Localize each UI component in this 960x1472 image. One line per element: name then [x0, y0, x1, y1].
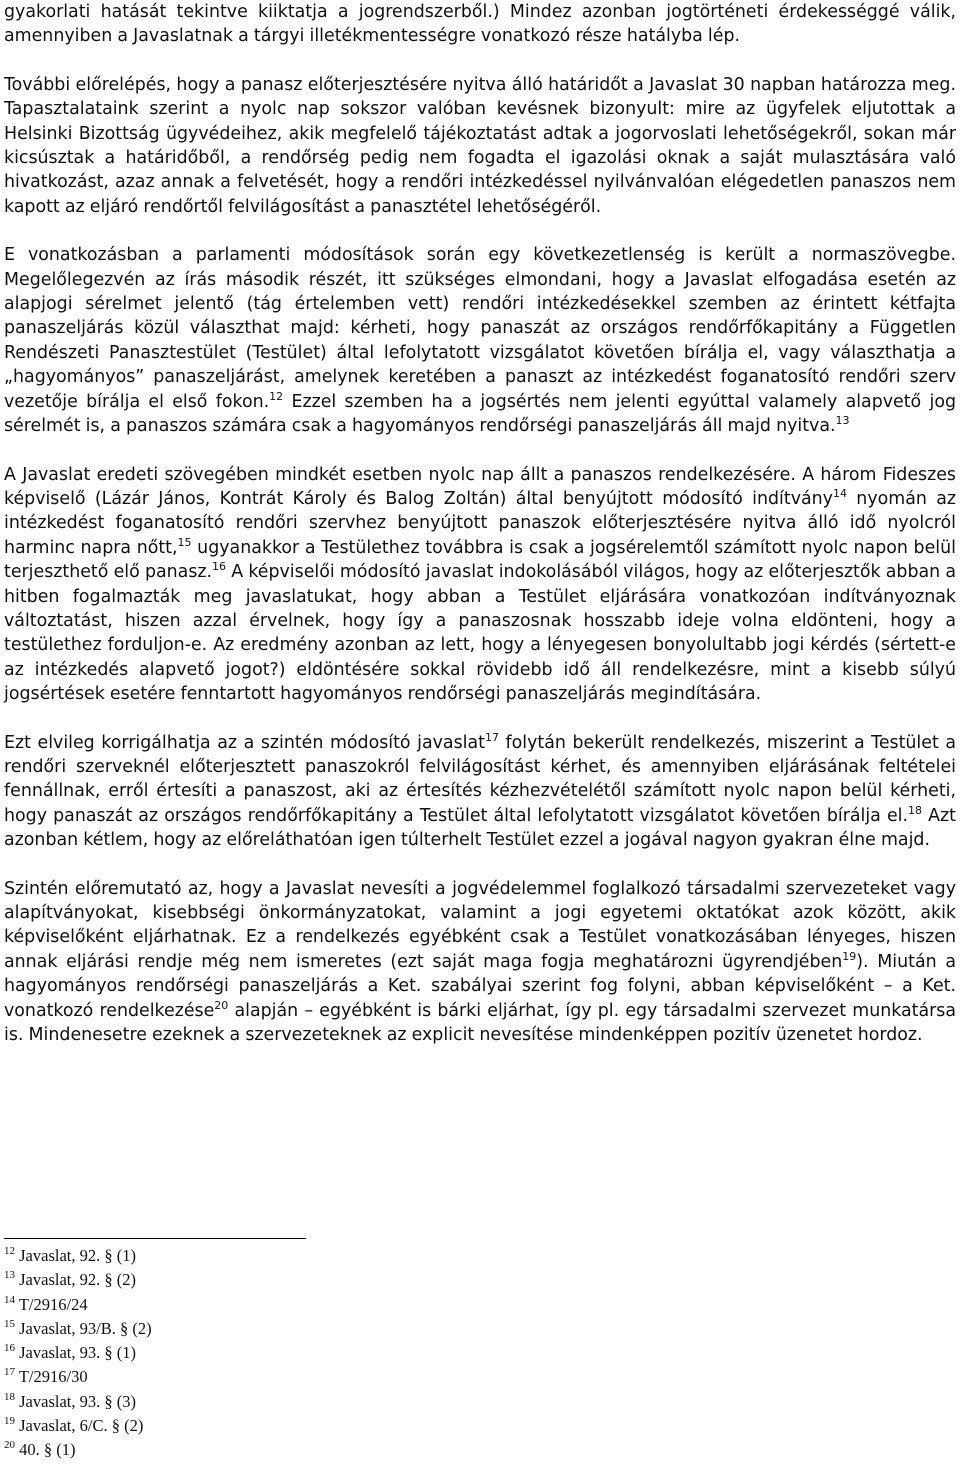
- body-text: [4, 0, 956, 1047]
- footnote-reference[interactable]: 13: [835, 414, 850, 428]
- footnote-separator: [4, 1238, 306, 1239]
- footnote-text: Javaslat, 6/C. § (2): [15, 1416, 144, 1436]
- footnote-number: 13: [4, 1269, 15, 1282]
- footnote-text: 40. § (1): [15, 1440, 76, 1460]
- paragraph-gap: [4, 853, 956, 877]
- footnote-reference[interactable]: 12: [269, 389, 284, 403]
- paragraph: [4, 877, 956, 1048]
- footnote-text: Javaslat, 93. § (1): [15, 1343, 136, 1363]
- paragraph-text: A képviselői módosító javaslat indokolásából világos, hogy az előterjesztők abban a hitben fogalmazták meg javaslatukat, hogy abban a Testület eljárására vonatkozóan indítványoznak változtatást, hiszen azzal érvelnek, hogy így a panaszosnak hosszabb ideje volna eldönteni, hogy a testülethez forduljon-e. Az eredmény azonban az lett, hogy a lényegesen bonyolultabb jogi kérdés (sértett-e az intézkedés alapvető jogot?) eldöntésére sokkal rövidebb idő áll rendelkezésre, mint a kisebb súlyú jogsértések esetére fenntartott hagyományos rendőrségi panaszeljárás megindítására.: [4, 562, 957, 705]
- footnote-reference[interactable]: 17: [484, 730, 499, 744]
- footnote-number: 15: [4, 1317, 15, 1330]
- paragraph-text: Azt azonban kétlem, hogy az előreláthatóan igen túlterhelt Testület ezzel a jogával nagyon gyakran élne majd.: [4, 805, 956, 851]
- footnote-text: Javaslat, 92. § (2): [15, 1270, 136, 1290]
- paragraph-text: Ezt elvileg korrigálhatja az a szintén módosító javaslat: [4, 732, 485, 753]
- paragraph: [4, 731, 956, 853]
- footnote-item: [4, 1268, 152, 1292]
- footnote-item: [4, 1365, 152, 1389]
- footnote-reference[interactable]: 14: [832, 486, 847, 500]
- footnote-text: T/2916/24: [15, 1294, 88, 1314]
- paragraph: [4, 463, 956, 707]
- paragraph-text: Szintén előremutató az, hogy a Javaslat nevesíti a jogvédelemmel foglalkozó társadalmi szervezeteket vagy alapítványokat, kisebbségi önkormányzatokat, valamint a jogi egyetemi oktatókat azok között, akik képviselőként eljárhatnak. Ez a rendelkezés egyébként csak a Testület vonatkozásában lényeges, hiszen annak eljárási rendje még nem ismeretes (ezt saját maga fogja meghatározni ügyrendjében: [4, 878, 956, 972]
- footnote-item: [4, 1390, 152, 1414]
- footnote-number: 16: [4, 1342, 15, 1355]
- footnote-text: Javaslat, 92. § (1): [15, 1246, 136, 1265]
- footnote-number: 14: [4, 1293, 15, 1306]
- footnote-item: [4, 1438, 152, 1462]
- paragraph-text: gyakorlati hatását tekintve kiiktatja a jogrendszerből.) Mindez azonban jogtörténeti érdekességgé válik, amennyiben a Javaslatnak a tárgyi illetékmentességre vonatkozó része hatályba lép.: [4, 2, 956, 47]
- footnote-item: [4, 1244, 152, 1268]
- paragraph-text: ). Miután a hagyományos rendőrségi panaszeljárás a Ket. szabályai szerint fog folyni, abban képviselőként – a Ket. vonatkozó rendelkezése: [4, 951, 956, 1021]
- footnote-item: [4, 1341, 152, 1365]
- footnote-number: 19: [4, 1415, 15, 1428]
- paragraph-text: nyomán az intézkedést foganatosító rendőri szervhez benyújtott panaszok előterjesztésére nyitva álló idő nyolcról harminc napra nőtt,: [4, 488, 956, 558]
- footnote-list: [4, 1244, 152, 1463]
- paragraph-text: folytán bekerült rendelkezés, miszerint a Testület a rendőri szerveknél előterjesztett panaszokról felvilágosítást kérhet, és amennyiben eljárásának feltételei fennállnak, erről értesíti a panaszost, aki az értesítés kézhezvételétől számított nyolc napon belül kérheti, hogy panaszát az országos rendőrfőkapitány a Testület által lefolytatott vizsgálatot követően bírálja el.: [4, 732, 956, 826]
- paragraph-gap: [4, 219, 956, 243]
- footnote-number: 12: [4, 1245, 15, 1257]
- paragraph-gap: [4, 49, 956, 73]
- footnote-reference[interactable]: 15: [177, 535, 192, 549]
- footnote-number: 17: [4, 1366, 15, 1379]
- footnote-number: 20: [4, 1439, 15, 1452]
- footnote-reference[interactable]: 19: [842, 949, 857, 963]
- footnote-text: T/2916/30: [15, 1367, 88, 1387]
- paragraph-text: ugyanakkor a Testülethez továbbra is csak a jogsérelemtől számított nyolc napon belül terjeszthető elő panasz.: [4, 537, 956, 583]
- paragraph-text: alapján – egyébként is bárki eljárhat, így pl. egy társadalmi szervezet munkatársa is. Mindenesetre ezeknek a szervezeteknek az explicit nevesítése mindenképpen pozitív üzenetet hordoz.: [4, 1000, 957, 1046]
- paragraph: [4, 243, 956, 438]
- paragraph-gap: [4, 707, 956, 731]
- footnote-item: [4, 1293, 152, 1317]
- paragraph: [4, 73, 956, 219]
- paragraph-gap: [4, 439, 956, 463]
- footnote-reference[interactable]: 20: [214, 998, 229, 1012]
- paragraph-text: A Javaslat eredeti szövegében mindkét esetben nyolc nap állt a panaszos rendelkezésére. A három Fideszes képviselő (Lázár János, Kontrát Károly és Balog Zoltán) által benyújtott módosító indítvány: [4, 464, 956, 509]
- paragraph-text: További előrelépés, hogy a panasz előterjesztésére nyitva álló határidőt a Javaslat 30 napban határozza meg. Tapasztalataink szerint a nyolc nap sokszor valóban kevésnek bizonyult: mire az ügyfelek eljutottak a Helsinki Bizottság ügyvédeihez, akik megfelelő tájékoztatást adtak a jogorvoslati lehetőségekről, sokan már kicsúsztak a határidőből, a rendőrség pedig nem fogadta el igazolási oknak a saját mulasztására való hivatkozást, azaz annak a felvetését, hogy a rendőri intézkedéssel nyilvánvalóan elégedetlen panaszos nem kapott az eljáró rendőrtől felvilágosítást a panasztétel lehetőségéről.: [4, 74, 956, 217]
- paragraph-text: E vonatkozásban a parlamenti módosítások során egy következetlenség is került a normaszövegbe. Megelőlegezvén az írás második részét, itt szükséges elmondani, hogy a Javaslat elfogadása esetén az alapjogi sérelmet jelentő (tág értelemben vett) rendőri intézkedésekkel szemben az érintett kétfajta panaszeljárás közül választhat majd: kérheti, hogy panaszát az országos rendőrfőkapitány a Független Rendészeti Panasztestület (Testület) által lefolytatott vizsgálatot követően bírálja el, vagy választhatja a „hagyományos” panaszeljárást, amelynek keretében a panaszt az intézkedést foganatosító rendőri szerv vezetője bírálja el első fokon.: [4, 245, 956, 412]
- footnote-item: [4, 1317, 152, 1341]
- paragraph-text: Ezzel szemben ha a jogsértés nem jelenti egyúttal valamely alapvető jog sérelmét is, a panaszos számára csak a hagyományos rendőrségi panaszeljárás áll majd nyitva.: [4, 391, 957, 437]
- footnote-reference[interactable]: 18: [908, 803, 923, 817]
- footnote-reference[interactable]: 16: [212, 560, 227, 574]
- footnote-text: Javaslat, 93. § (3): [15, 1391, 136, 1411]
- footnote-item: [4, 1414, 152, 1438]
- footnote-number: 18: [4, 1390, 15, 1403]
- footnote-text: Javaslat, 93/B. § (2): [15, 1318, 152, 1338]
- paragraph: [4, 0, 956, 49]
